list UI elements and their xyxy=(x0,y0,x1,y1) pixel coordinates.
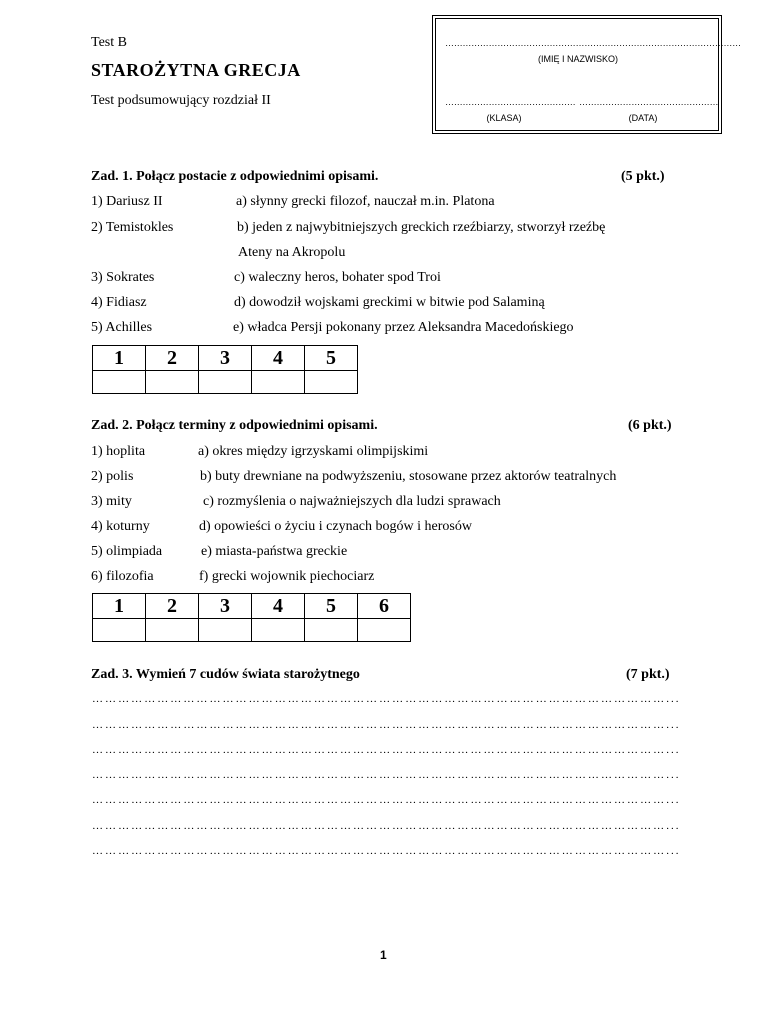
task2-heading: Zad. 2. Połącz terminy z odpowiednimi opisami. xyxy=(91,418,378,433)
task1-desc-d: d) dowodził wojskami greckimi w bitwie pod Salaminą xyxy=(234,295,545,310)
task1-answer-cell[interactable] xyxy=(199,371,252,394)
task2-desc-e: e) miasta-państwa greckie xyxy=(201,544,348,559)
task1-points: (5 pkt.) xyxy=(621,169,665,184)
date-caption: (DATA) xyxy=(628,113,658,123)
task2-term-3: 3) mity xyxy=(91,494,132,509)
task3-answer-line-6[interactable]: ……………………………………………………………………………………………………………………... xyxy=(92,820,681,832)
task1-answer-table xyxy=(92,345,358,394)
task1-col-header: 5 xyxy=(305,346,358,371)
name-caption: (IMIĘ I NAZWISKO) xyxy=(538,54,618,64)
task1-answer-cell[interactable] xyxy=(93,371,146,394)
task3-answer-line-2[interactable]: ……………………………………………………………………………………………………………………... xyxy=(92,719,681,731)
task3-answer-line-4[interactable]: ……………………………………………………………………………………………………………………... xyxy=(92,769,681,781)
task1-answer-cell[interactable] xyxy=(252,371,305,394)
task2-answer-table xyxy=(92,593,411,642)
task2-col-header: 6 xyxy=(358,594,411,619)
task2-desc-b: b) buty drewniane na podwyższeniu, stosowane przez aktorów teatralnych xyxy=(200,469,617,484)
task2-desc-d: d) opowieści o życiu i czynach bogów i herosów xyxy=(199,519,472,534)
task1-person-4: 4) Fidiasz xyxy=(91,295,147,310)
task2-desc-f: f) grecki wojownik piechociarz xyxy=(199,569,375,584)
task2-answer-cell[interactable] xyxy=(199,619,252,642)
task1-desc-b: b) jeden z najwybitniejszych greckich rzeźbiarzy, stworzył rzeźbę xyxy=(237,220,606,235)
task2-term-4: 4) koturny xyxy=(91,519,150,534)
task1-desc-c: c) waleczny heros, bohater spod Troi xyxy=(234,270,441,285)
date-field[interactable]: ………………………………………… xyxy=(579,97,719,107)
task3-heading: Zad. 3. Wymień 7 cudów świata starożytnego xyxy=(91,667,360,682)
task2-col-header: 3 xyxy=(199,594,252,619)
name-field[interactable]: ………………………………………………………………………………………… xyxy=(445,38,741,48)
task2-term-2: 2) polis xyxy=(91,469,134,484)
task1-heading: Zad. 1. Połącz postacie z odpowiednimi opisami. xyxy=(91,169,379,184)
task2-desc-c: c) rozmyślenia o najważniejszych dla ludzi sprawach xyxy=(203,494,501,509)
task3-answer-line-1[interactable]: ……………………………………………………………………………………………………………………... xyxy=(92,693,681,705)
task1-person-5: 5) Achilles xyxy=(91,320,153,335)
task2-col-header: 1 xyxy=(93,594,146,619)
task1-col-header: 2 xyxy=(146,346,199,371)
test-label: Test B xyxy=(91,35,127,50)
task1-person-2: 2) Temistokles xyxy=(91,220,174,235)
page-subtitle: Test podsumowujący rozdział II xyxy=(91,93,271,108)
task1-col-header: 4 xyxy=(252,346,305,371)
task1-desc-e: e) władca Persji pokonany przez Aleksandra Macedońskiego xyxy=(233,320,574,335)
page-title: STAROŻYTNA GRECJA xyxy=(91,60,301,80)
task1-desc-b-cont: Ateny na Akropolu xyxy=(238,245,346,260)
task1-col-header: 1 xyxy=(93,346,146,371)
task2-col-header: 4 xyxy=(252,594,305,619)
class-caption: (KLASA) xyxy=(486,113,522,123)
task2-desc-a: a) okres między igrzyskami olimpijskimi xyxy=(198,444,429,459)
task3-answer-line-5[interactable]: ……………………………………………………………………………………………………………………... xyxy=(92,794,681,806)
page-number: 1 xyxy=(380,948,387,962)
task1-answer-cell[interactable] xyxy=(305,371,358,394)
task2-term-1: 1) hoplita xyxy=(91,444,146,459)
task2-term-6: 6) filozofia xyxy=(91,569,154,584)
task1-person-3: 3) Sokrates xyxy=(91,270,155,285)
task2-answer-cell[interactable] xyxy=(305,619,358,642)
task2-points: (6 pkt.) xyxy=(628,418,672,433)
task2-answer-cell[interactable] xyxy=(358,619,411,642)
task2-answer-cell[interactable] xyxy=(252,619,305,642)
task1-col-header: 3 xyxy=(199,346,252,371)
task2-answer-cell[interactable] xyxy=(146,619,199,642)
task1-answer-cell[interactable] xyxy=(146,371,199,394)
task2-col-header: 2 xyxy=(146,594,199,619)
task2-answer-cell[interactable] xyxy=(93,619,146,642)
task3-points: (7 pkt.) xyxy=(626,667,670,682)
class-field[interactable]: ……………………………………… xyxy=(445,97,576,107)
task3-answer-line-3[interactable]: ……………………………………………………………………………………………………………………... xyxy=(92,744,681,756)
task3-answer-line-7[interactable]: ……………………………………………………………………………………………………………………... xyxy=(92,845,681,857)
task1-desc-a: a) słynny grecki filozof, nauczał m.in. Platona xyxy=(236,194,495,209)
task1-person-1: 1) Dariusz II xyxy=(91,194,163,209)
task2-col-header: 5 xyxy=(305,594,358,619)
task2-term-5: 5) olimpiada xyxy=(91,544,163,559)
